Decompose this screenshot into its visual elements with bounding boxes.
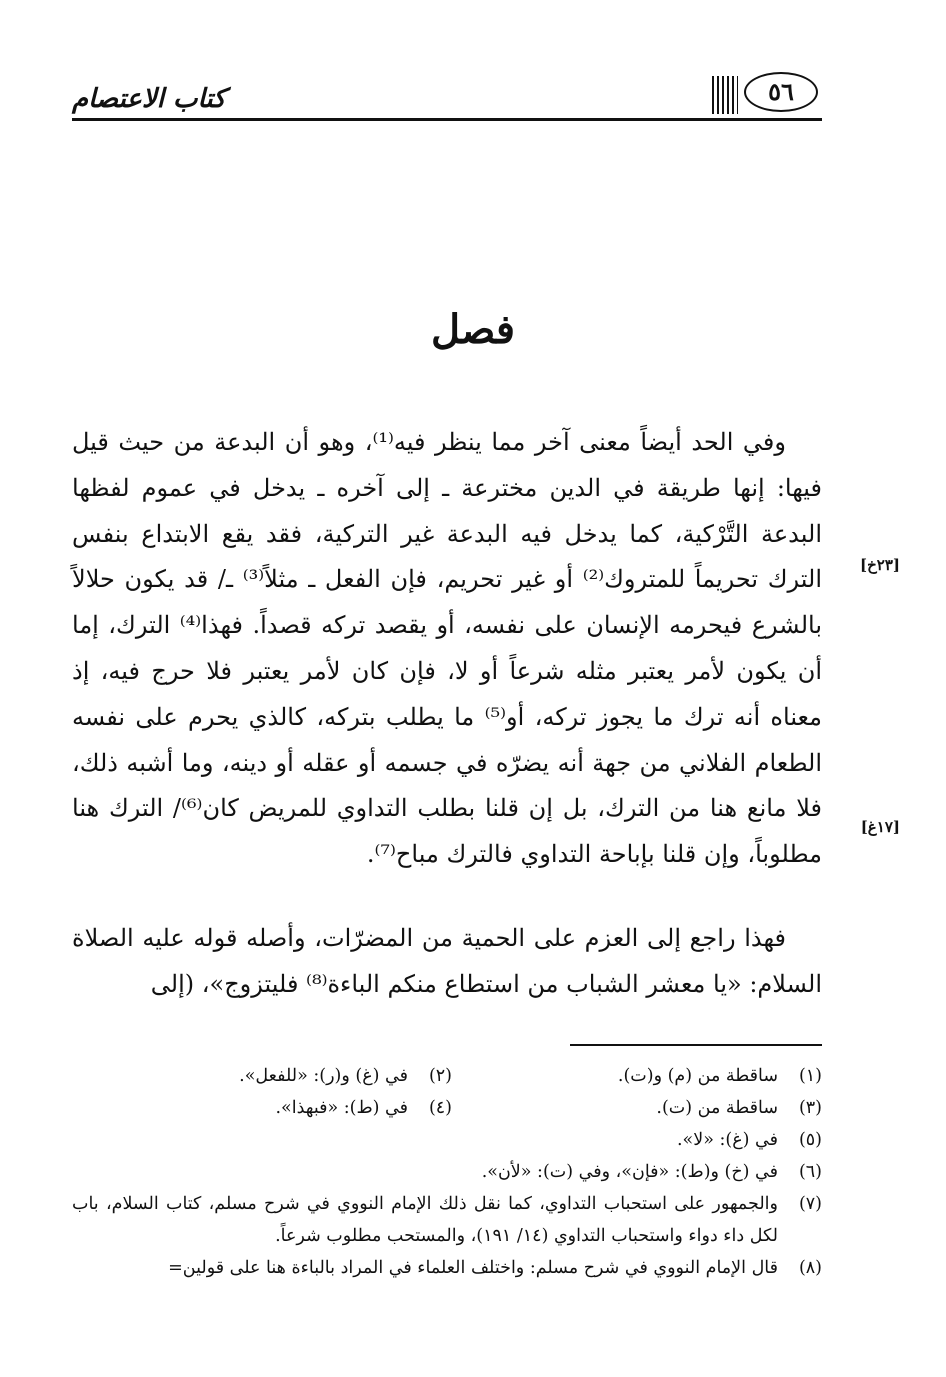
footnote-row (72, 1060, 822, 1092)
footnote (452, 1092, 822, 1124)
footnotes (72, 1060, 822, 1284)
footnote-text: والجمهور على استحباب التداوي، كما نقل ذلك الإمام النووي في شرح مسلم، كتاب السلام، باب لكل داء دواء واستحباب التداوي (١٤/ ١٩١)، والمستحب مطلوب شرعاً. (72, 1194, 778, 1246)
footnote-text: في (ط): «فبهذا». (275, 1098, 408, 1118)
footnote-number: (٤) (428, 1098, 452, 1118)
footnote-number: (٥) (798, 1130, 822, 1150)
footnote-number: (٨) (798, 1258, 822, 1278)
footnote (72, 1124, 822, 1156)
footnote-text: في (غ): «لا». (676, 1130, 778, 1150)
footnote (72, 1252, 822, 1284)
page-number-badge (712, 72, 822, 116)
page-header (72, 60, 822, 126)
footnote-text: في (غ) و(ر): «للفعل». (239, 1066, 408, 1086)
section-title: فصل (430, 306, 516, 353)
paragraph: وفي الحد أيضاً معنى آخر مما ينظر فيه⁽¹⁾، وهو أن البدعة من حيث قيل فيها: إنها طريقة في الدين مخترعة ـ إلى آخره ـ يدخل في عموم لفظها البدعة التَّرْكية، كما يدخل فيه البدعة غير التركية، فقد يقع الابتداع بنفس الترك تحريماً للمتروك⁽²⁾ أو غير تحريم، فإن الفعل ـ مثلاً⁽³⁾ ـ/ قد يكون حلالاً بالشرع فيحرمه الإنسان على نفسه، أو يقصد تركه قصداً. فهذا⁽⁴⁾ الترك، إما أن يكون لأمر يعتبر مثله شرعاً أو لا، فإن كان لأمر يعتبر فلا حرج فيه، إذ معناه أنه ترك ما يجوز تركه، أو⁽⁵⁾ ما يطلب بتركه، كالذي يحرم على نفسه الطعام الفلاني من جهة أنه يضرّه في جسمه أو عقله أو دينه، وما أشبه ذلك، فلا مانع هنا من الترك، بل إن قلنا بطلب التداوي للمريض كان⁽⁶⁾/ الترك هنا مطلوباً، وإن قلنا بإباحة التداوي فالترك مباح⁽⁷⁾. (72, 428, 823, 869)
main-text (72, 420, 822, 1008)
footnote-row (72, 1092, 822, 1124)
footnote (82, 1092, 452, 1124)
footnote-number: (٧) (798, 1194, 822, 1214)
header-rule (72, 118, 822, 121)
page-number: ٥٦ (744, 72, 818, 112)
footnote-number: (٣) (798, 1098, 822, 1118)
footnote-text: ساقطة من (م) و(ت). (617, 1066, 778, 1086)
footnote-number: (٦) (798, 1162, 822, 1182)
footnote-text: ساقطة من (ت). (656, 1098, 778, 1118)
book-title: كتاب الاعتصام (72, 84, 226, 114)
paragraph: فهذا راجع إلى العزم على الحمية من المضرّات، وأصله قوله عليه الصلاة السلام: «يا معشر الشباب من استطاع منكم الباءة⁽⁸⁾ فليتزوج»، (إلى (72, 923, 822, 998)
footnote-separator (570, 1044, 822, 1046)
footnote (82, 1060, 452, 1092)
footnote (452, 1060, 822, 1092)
footnote (72, 1188, 822, 1252)
footnote-number: (١) (798, 1066, 822, 1086)
margin-note-khaa: [٢٣خ] (859, 556, 900, 574)
ornament-bars-icon (712, 76, 738, 114)
margin-note-ghayn: [١٧غ] (860, 818, 900, 836)
footnote-text: قال الإمام النووي في شرح مسلم: واختلف العلماء في المراد بالباءة هنا على قولين= (168, 1258, 778, 1278)
footnote-number: (٢) (428, 1066, 452, 1086)
footnote (72, 1156, 822, 1188)
footnote-text: في (خ) و(ط): «فإن»، وفي (ت): «لأن». (481, 1162, 778, 1182)
